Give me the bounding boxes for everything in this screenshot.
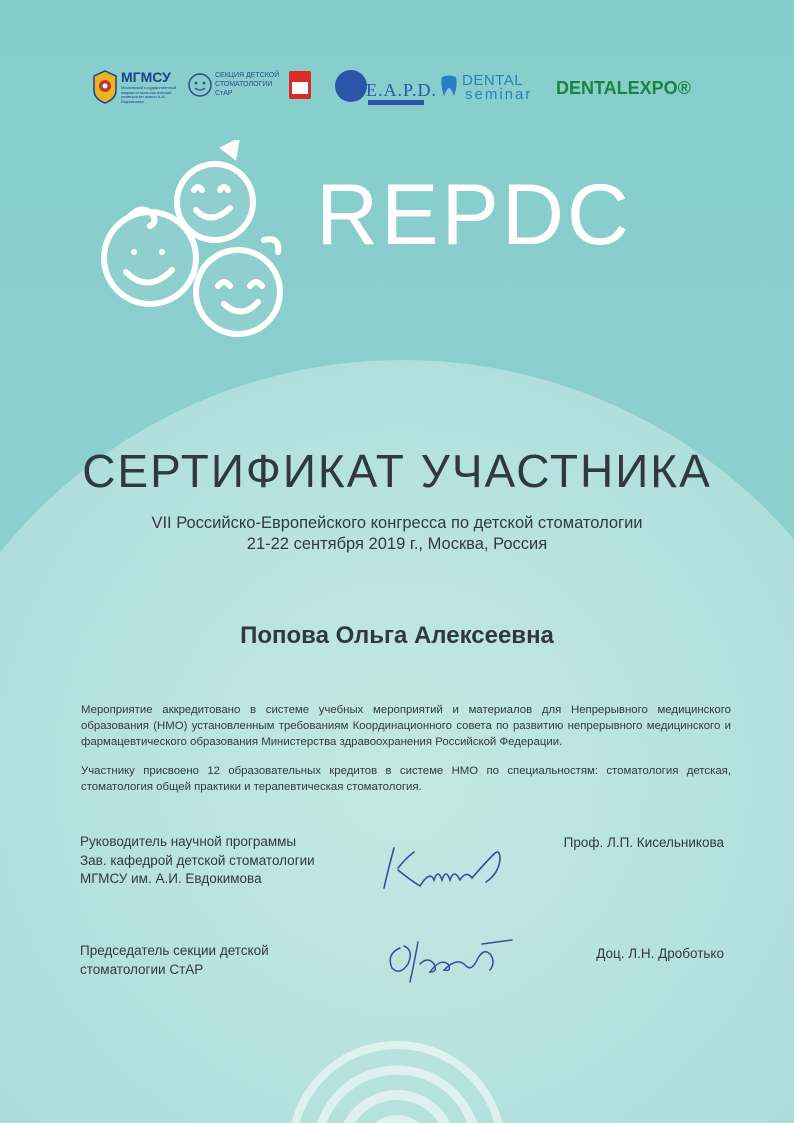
mgmsu-logo-subtitle: Московский государственный медико-стоматологический университет имени А.И. Евдокимова [121, 85, 176, 104]
star-red-logo-icon [289, 71, 311, 99]
section-logo-line: СтАР [215, 90, 233, 97]
signatory-name: Проф. Л.П. Кисельникова [563, 835, 724, 850]
eapd-logo-text: E.A.P.D. [366, 80, 438, 100]
signatory-title-line: МГМСУ им. А.И. Евдокимова [80, 871, 262, 886]
signatory-title [80, 942, 269, 979]
section-logo-text [215, 71, 279, 98]
smiley-faces-logo-icon [90, 140, 300, 340]
certificate-title: СЕРТИФИКАТ УЧАСТНИКА [82, 445, 712, 497]
dental-seminar-logo-line1: DENTAL [462, 72, 524, 89]
section-smiley-icon [187, 70, 213, 100]
logo-strip [0, 68, 794, 108]
signatory-name: Доц. Л.Н. Дроботько [596, 946, 724, 961]
signature-image [378, 928, 518, 986]
mgmsu-logo-name: МГМСУ [121, 69, 171, 85]
tooth-icon [439, 74, 459, 98]
eapd-globe-icon [335, 70, 367, 102]
signatory-title-line: Зав. кафедрой детской стоматологии [80, 852, 315, 868]
section-logo-line: СТОМАТОЛОГИИ [215, 81, 273, 88]
credits-paragraph: Участнику присвоено 12 образовательных кредитов в системе НМО по специальностям: стоматология детская, стоматология общей практики и терапевтическая стоматология. [81, 765, 731, 793]
certificate-subtitle [0, 513, 794, 555]
eapd-underline [368, 100, 424, 105]
signature-image [376, 840, 516, 895]
recipient-name: Попова Ольга Алексеевна [240, 622, 554, 649]
signatory-title-line: стоматологии СтАР [80, 961, 204, 977]
mgmsu-emblem-icon [92, 70, 118, 104]
accreditation-paragraph: Мероприятие аккредитовано в системе учебных мероприятий и материалов для Непрерывного медицинского образования (НМО) установленным требованиям Координационного совета по развитию непрерывного медицинского и фармацевтического образования Министерства здравоохранения Российской Федерации. [81, 704, 731, 748]
signatory-title-line: Председатель секции детской [80, 943, 269, 958]
signatory-title-line: Руководитель научной программы [80, 834, 297, 849]
section-logo-line: СЕКЦИЯ ДЕТСКОЙ [215, 72, 280, 79]
signatory-title [80, 833, 315, 889]
dentalexpo-logo: DENTALEXPO® [556, 78, 691, 98]
subtitle-line: VII Российско-Европейского конгресса по детской стоматологии [151, 514, 643, 532]
subtitle-line: 21-22 сентября 2019 г., Москва, Россия [246, 535, 548, 553]
brand-title: REPDC [316, 167, 633, 263]
dental-seminar-logo-line2: seminar [465, 86, 533, 103]
